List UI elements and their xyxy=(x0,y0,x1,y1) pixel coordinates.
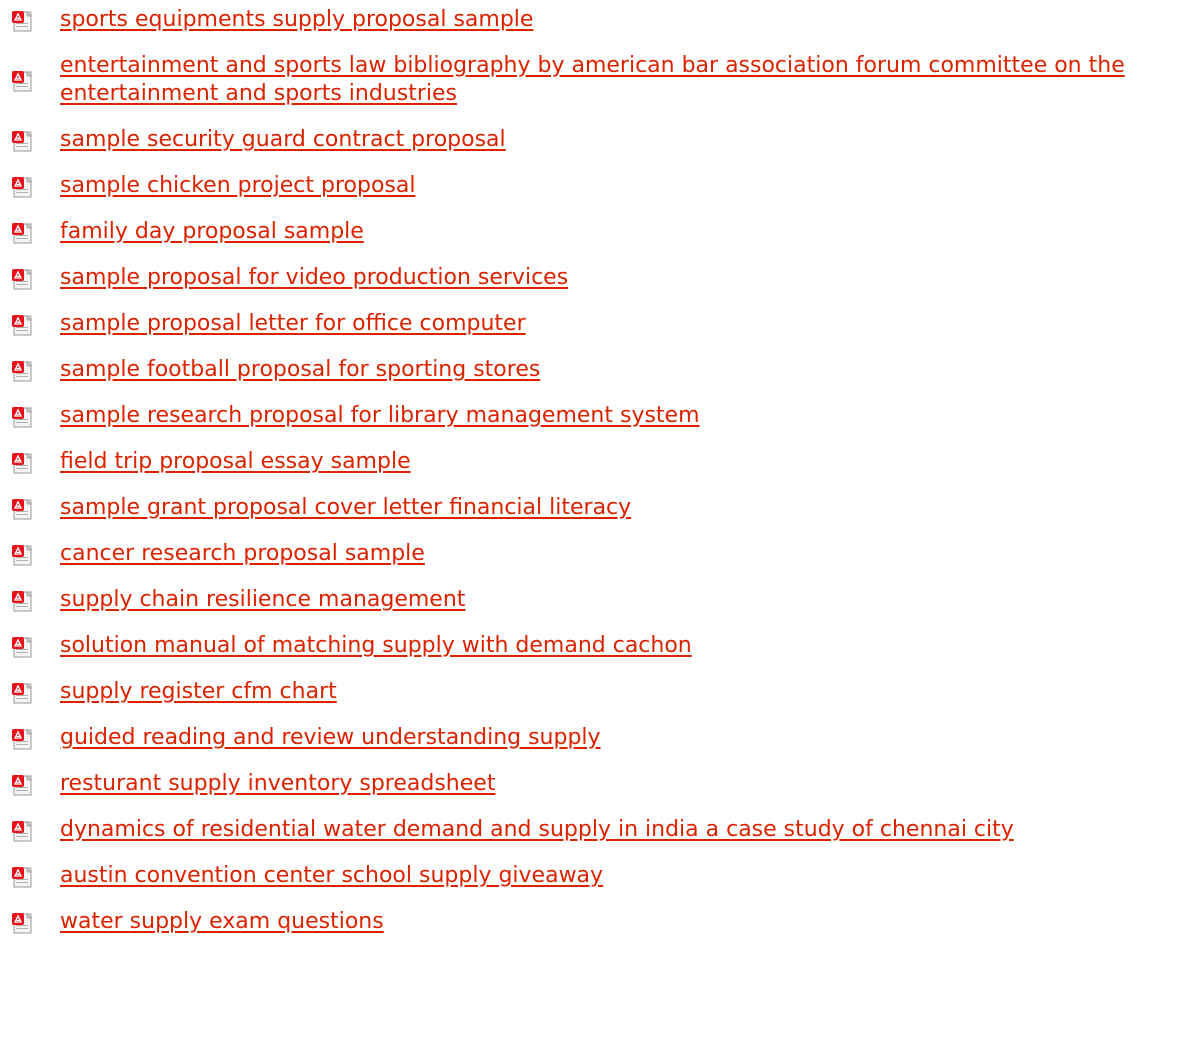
list-item xyxy=(0,448,1197,476)
pdf-link[interactable]: sample chicken project proposal xyxy=(60,173,416,198)
pdf-icon xyxy=(11,774,35,796)
list-item xyxy=(0,908,1197,936)
pdf-icon xyxy=(11,268,35,290)
pdf-link[interactable]: sample football proposal for sporting stores xyxy=(60,357,541,382)
pdf-link[interactable]: resturant supply inventory spreadsheet xyxy=(60,771,496,796)
pdf-link[interactable]: austin convention center school supply giveaway xyxy=(60,863,604,888)
pdf-link[interactable]: sample security guard contract proposal xyxy=(60,127,506,152)
pdf-icon xyxy=(11,452,35,474)
pdf-icon xyxy=(11,912,35,934)
list-item xyxy=(0,6,1197,34)
list-item xyxy=(0,310,1197,338)
pdf-link[interactable]: supply chain resilience management xyxy=(60,587,466,612)
pdf-link[interactable]: water supply exam questions xyxy=(60,909,384,934)
pdf-icon xyxy=(11,590,35,612)
pdf-icon xyxy=(11,70,35,92)
pdf-icon xyxy=(11,498,35,520)
pdf-link[interactable]: solution manual of matching supply with demand cachon xyxy=(60,633,692,658)
pdf-link[interactable]: guided reading and review understanding supply xyxy=(60,725,601,750)
pdf-icon xyxy=(11,176,35,198)
pdf-link[interactable]: field trip proposal essay sample xyxy=(60,449,411,474)
pdf-icon xyxy=(11,866,35,888)
pdf-link[interactable]: sample proposal for video production services xyxy=(60,265,569,290)
pdf-icon xyxy=(11,222,35,244)
list-item xyxy=(0,172,1197,200)
list-item xyxy=(0,816,1197,844)
pdf-icon xyxy=(11,130,35,152)
pdf-icon xyxy=(11,820,35,842)
pdf-link[interactable]: entertainment and sports law bibliography by american bar association forum committee on the entertainment and sports industries xyxy=(60,53,1125,106)
pdf-link[interactable]: sports equipments supply proposal sample xyxy=(60,7,534,32)
list-item xyxy=(0,586,1197,614)
pdf-icon xyxy=(11,544,35,566)
list-item xyxy=(0,724,1197,752)
list-item xyxy=(0,862,1197,890)
list-item xyxy=(0,218,1197,246)
list-item xyxy=(0,52,1197,108)
pdf-link[interactable]: dynamics of residential water demand and supply in india a case study of chennai city xyxy=(60,817,1014,842)
pdf-icon xyxy=(11,10,35,32)
pdf-icon xyxy=(11,636,35,658)
list-item xyxy=(0,632,1197,660)
pdf-icon xyxy=(11,314,35,336)
pdf-link[interactable]: sample grant proposal cover letter financial literacy xyxy=(60,495,632,520)
list-item xyxy=(0,770,1197,798)
pdf-link[interactable]: sample research proposal for library management system xyxy=(60,403,700,428)
pdf-link[interactable]: sample proposal letter for office computer xyxy=(60,311,526,336)
list-item xyxy=(0,678,1197,706)
pdf-icon xyxy=(11,360,35,382)
list-item xyxy=(0,494,1197,522)
list-item xyxy=(0,264,1197,292)
list-item xyxy=(0,126,1197,154)
pdf-icon xyxy=(11,406,35,428)
pdf-link[interactable]: family day proposal sample xyxy=(60,219,364,244)
pdf-link[interactable]: cancer research proposal sample xyxy=(60,541,425,566)
pdf-icon xyxy=(11,728,35,750)
list-item xyxy=(0,356,1197,384)
list-item xyxy=(0,402,1197,430)
pdf-icon xyxy=(11,682,35,704)
pdf-link[interactable]: supply register cfm chart xyxy=(60,679,337,704)
list-item xyxy=(0,540,1197,568)
